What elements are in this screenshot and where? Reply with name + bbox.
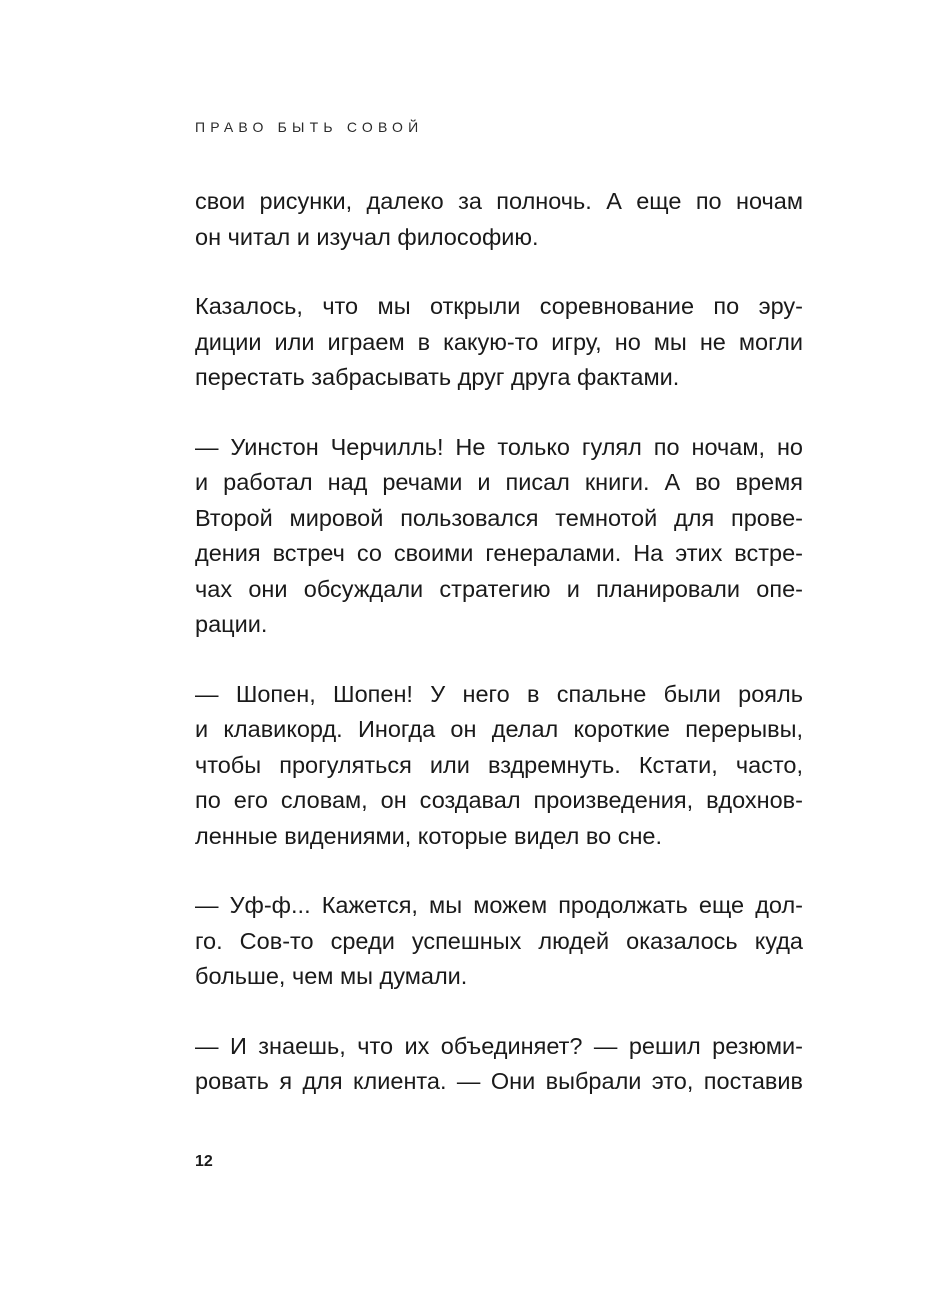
text-line: дения встреч со своими генералами. На этих встре- xyxy=(195,540,803,566)
paragraph xyxy=(195,289,803,396)
text-line: ровать я для клиента. — Они выбрали это, поставив xyxy=(195,1068,803,1094)
text-line: Второй мировой пользовался темнотой для прове- xyxy=(195,504,803,531)
text-line: Казалось, что мы открыли соревнование по эру- xyxy=(195,293,803,319)
text-line: — Уф-ф... Кажется, мы можем продолжать еще дол- xyxy=(195,892,803,918)
page-body xyxy=(195,184,803,1134)
page-number: 12 xyxy=(195,1153,213,1170)
text-line: чтобы прогуляться или вздремнуть. Кстати, часто, xyxy=(195,751,803,778)
text-line: свои рисунки, далеко за полночь. А еще по ночам xyxy=(195,188,803,214)
text-line: — И знаешь, что их объединяет? — решил резюми- xyxy=(195,1032,803,1059)
text-line: перестать забрасывать друг друга фактами. xyxy=(195,364,680,390)
text-line: ленные видениями, которые видел во сне. xyxy=(195,822,663,849)
text-line: и клавикорд. Иногда он делал короткие перерывы, xyxy=(195,716,803,742)
text-line: чах они обсуждали стратегию и планировали опе- xyxy=(195,575,803,602)
text-line: по его словам, он создавал произведения, вдохнов- xyxy=(195,787,803,813)
text-line: и работал над речами и писал книги. А во время xyxy=(195,469,803,495)
paragraph xyxy=(195,888,803,995)
paragraph xyxy=(195,1029,803,1100)
text-line: го. Сов-то среди успешных людей оказалось куда xyxy=(195,927,803,954)
paragraph xyxy=(195,677,803,855)
text-line: рации. xyxy=(195,611,268,637)
text-line: он читал и изучал философию. xyxy=(195,223,539,250)
running-header: ПРАВО БЫТЬ СОВОЙ xyxy=(195,119,424,135)
paragraph xyxy=(195,430,803,643)
text-line: — Уинстон Черчилль! Не только гулял по ночам, но xyxy=(195,433,803,460)
text-line: больше, чем мы думали. xyxy=(195,963,468,989)
text-line: диции или играем в какую-то игру, но мы не могли xyxy=(195,328,803,355)
text-line: — Шопен, Шопен! У него в спальне были рояль xyxy=(195,680,803,707)
paragraph xyxy=(195,184,803,255)
